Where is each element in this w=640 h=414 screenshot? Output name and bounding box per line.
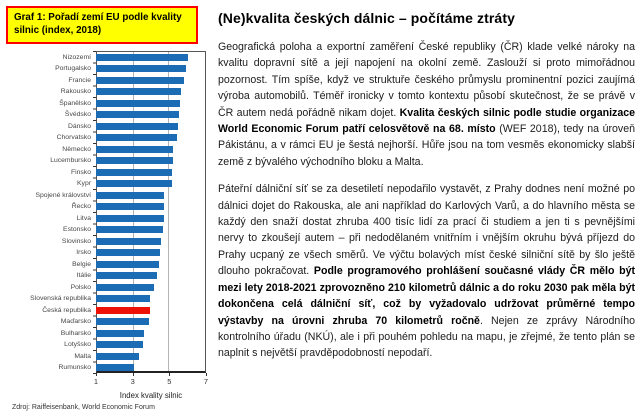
bold-text: Podle programového prohlášení současné vlády ČR mělo být mezi lety 2018-2021 zprovozněno 210 kilometrů dálnic a do roku 2030 pak měla být dokončena celá dálniční síť, což by vyžadovalo udržovat průměrné tempo výstavby na úrovni zhruba 70 kilometrů ročně — [218, 265, 635, 327]
x-tick-label: 5 — [167, 377, 172, 387]
bar — [96, 272, 157, 279]
bar-track — [96, 109, 204, 121]
paragraph — [218, 181, 635, 361]
category-label: Polsko — [70, 283, 91, 291]
bar — [96, 134, 177, 141]
x-tick — [206, 373, 207, 376]
category-label: Lucembursko — [50, 157, 91, 165]
category-label: Irsko — [76, 249, 91, 257]
chart-row — [6, 339, 205, 351]
category-label: Švédsko — [64, 111, 91, 119]
bold-text: Kvalita českých silnic podle studie organizace World Economic Forum patří celosvětově na 68. místo — [218, 106, 635, 136]
bar — [96, 123, 178, 130]
category-label: Portugalsko — [55, 65, 91, 73]
chart-rows — [6, 51, 205, 373]
category-label: Estonsko — [63, 226, 91, 234]
chart-row — [6, 235, 205, 247]
category-label: Chorvatsko — [56, 134, 91, 142]
bar-track — [96, 362, 204, 374]
article-title: (Ne)kvalita českých dálnic – počítáme ztráty — [218, 10, 515, 26]
bar-track — [96, 51, 204, 63]
bar-track — [96, 281, 204, 293]
bar — [96, 284, 154, 291]
chart-row — [6, 362, 205, 374]
chart-row — [6, 316, 205, 328]
body-text: Páteřní dálniční síť se za desetiletí nepodařilo vystavět, z Prahy dodnes není možné po dálnici dojet do Rakouska, ale ani například do Karlových Varů, a do hlavního města se každý den snaží dostat zhruba 400 tisíc lidí za prací či studiem a jen ti s pevnějšími nervy to zkoušejí autem – při nedodělaném vnitřním i vnějším okruhu bývá příjezd do Prahy ucpaný ze všech směrů. Ve výčtu bolavých míst české silniční sítě by šlo ještě dlouho pokračovat. — [218, 183, 635, 278]
category-label: Itálie — [76, 272, 91, 280]
chart-row — [6, 51, 205, 63]
bar-track — [96, 120, 204, 132]
chart-row — [6, 281, 205, 293]
category-label: Belgie — [72, 260, 91, 268]
category-label: Španělsko — [59, 99, 91, 107]
chart-source: Zdroj: Raiffeisenbank, World Economic Forum — [12, 404, 155, 411]
bar — [96, 364, 134, 371]
category-label: Bulharsko — [60, 329, 91, 337]
category-label: Rumunsko — [58, 364, 91, 372]
bar-track — [96, 74, 204, 86]
chart-row — [6, 293, 205, 305]
chart-row — [6, 247, 205, 259]
body-text: (WEF 2018), tedy na úroveň Pákistánu, a v rámci EU je šestá nejhorší. Hůře jsou na tom vesměs ekonomicky slabší země z bývalého východního bloku a Malta. — [218, 123, 635, 168]
bar — [96, 249, 160, 256]
bar-track — [96, 270, 204, 282]
bar — [96, 54, 188, 61]
chart-title: Graf 1: Pořadí zemí EU podle kvality silnic (index, 2018) — [14, 12, 182, 36]
bar-track — [96, 201, 204, 213]
x-tick — [133, 373, 134, 376]
bar-track — [96, 316, 204, 328]
x-tick-label: 3 — [130, 377, 135, 387]
chart-row — [6, 258, 205, 270]
bar-chart — [6, 51, 209, 401]
bar-track — [96, 350, 204, 362]
category-label: Německo — [62, 145, 91, 153]
bar-track — [96, 63, 204, 75]
bar-track — [96, 258, 204, 270]
bar-track — [96, 304, 204, 316]
category-label: Dánsko — [67, 122, 91, 130]
bar-track — [96, 189, 204, 201]
bar — [96, 353, 139, 360]
category-label: Česká republika — [42, 306, 91, 314]
paragraph — [218, 39, 635, 170]
bar — [96, 157, 173, 164]
bar — [96, 203, 164, 210]
bar — [96, 261, 159, 268]
category-label: Litva — [76, 214, 91, 222]
chart-row — [6, 63, 205, 75]
bar-highlighted — [96, 307, 150, 314]
bar-track — [96, 143, 204, 155]
bar — [96, 169, 172, 176]
bar-track — [96, 132, 204, 144]
bar-track — [96, 155, 204, 167]
bar — [96, 100, 180, 107]
bar — [96, 192, 164, 199]
chart-row — [6, 143, 205, 155]
category-label: Slovinsko — [61, 237, 91, 245]
bar — [96, 146, 173, 153]
chart-row — [6, 86, 205, 98]
x-axis-label: Index kvality silnic — [119, 391, 183, 401]
chart-row — [6, 270, 205, 282]
category-label: Rakousko — [60, 88, 91, 96]
bar — [96, 215, 164, 222]
chart-row — [6, 109, 205, 121]
chart-row — [6, 97, 205, 109]
category-label: Nizozemí — [62, 53, 91, 61]
bar — [96, 88, 181, 95]
bar — [96, 65, 186, 72]
x-tick-label: 1 — [93, 377, 99, 387]
chart-title-box — [6, 6, 198, 44]
bar-track — [96, 97, 204, 109]
bar — [96, 180, 172, 187]
category-label: Maďarsko — [60, 318, 91, 326]
body-text: Geografická poloha a exportní zaměření České republiky (ČR) klade velké nároky na kvalitu dopravní sítě a její napojení na okolní země. Zaslouží si proto mimořádnou pozornost. Tím spíše, když ve struktuře českého průmyslu prominentní pozici zaujímá výroba automobilů. Téměř ironicky v tomto kontextu působí skutečnost, že se právě v ČR autem nedá pořádně nikam dojet. — [218, 41, 635, 119]
chart-row — [6, 201, 205, 213]
chart-row — [6, 212, 205, 224]
chart-row — [6, 224, 205, 236]
bar-track — [96, 235, 204, 247]
bar-track — [96, 224, 204, 236]
category-label: Francie — [68, 76, 91, 84]
chart-pane — [6, 6, 212, 411]
chart-row — [6, 304, 205, 316]
category-label: Malta — [74, 352, 91, 360]
bar — [96, 226, 163, 233]
article-paragraphs — [218, 39, 635, 362]
chart-row — [6, 327, 205, 339]
category-label: Kypr — [77, 180, 91, 188]
x-tick-label: 7 — [203, 377, 209, 387]
chart-row — [6, 120, 205, 132]
bar — [96, 238, 161, 245]
category-label: Lotyšsko — [64, 341, 91, 349]
category-label: Řecko — [71, 203, 91, 211]
bar-track — [96, 212, 204, 224]
bar-track — [96, 247, 204, 259]
chart-row — [6, 189, 205, 201]
bar — [96, 318, 149, 325]
x-tick — [169, 373, 170, 376]
article — [218, 10, 635, 373]
chart-row — [6, 132, 205, 144]
bar-track — [96, 327, 204, 339]
chart-row — [6, 178, 205, 190]
category-label: Spojené království — [35, 191, 91, 199]
chart-row — [6, 155, 205, 167]
chart-row — [6, 166, 205, 178]
x-axis — [93, 373, 209, 389]
bar-track — [96, 86, 204, 98]
bar — [96, 295, 150, 302]
bar-track — [96, 178, 204, 190]
bar-track — [96, 339, 204, 351]
bar — [96, 77, 184, 84]
bar — [96, 330, 144, 337]
body-text: . Nejen ze zprávy Národního kontrolního úřadu (NKÚ), ale i při pouhém pohledu na mapu, je zřejmé, že tento plán se naplnit s největší pravděpodobností nepodaří. — [218, 314, 635, 360]
category-label: Finsko — [70, 168, 91, 176]
chart-row — [6, 74, 205, 86]
chart-row — [6, 350, 205, 362]
bar — [96, 111, 179, 118]
bar — [96, 341, 143, 348]
bar-track — [96, 166, 204, 178]
bar-track — [96, 293, 204, 305]
x-tick — [96, 373, 97, 376]
category-label: Slovenská republika — [30, 295, 91, 303]
